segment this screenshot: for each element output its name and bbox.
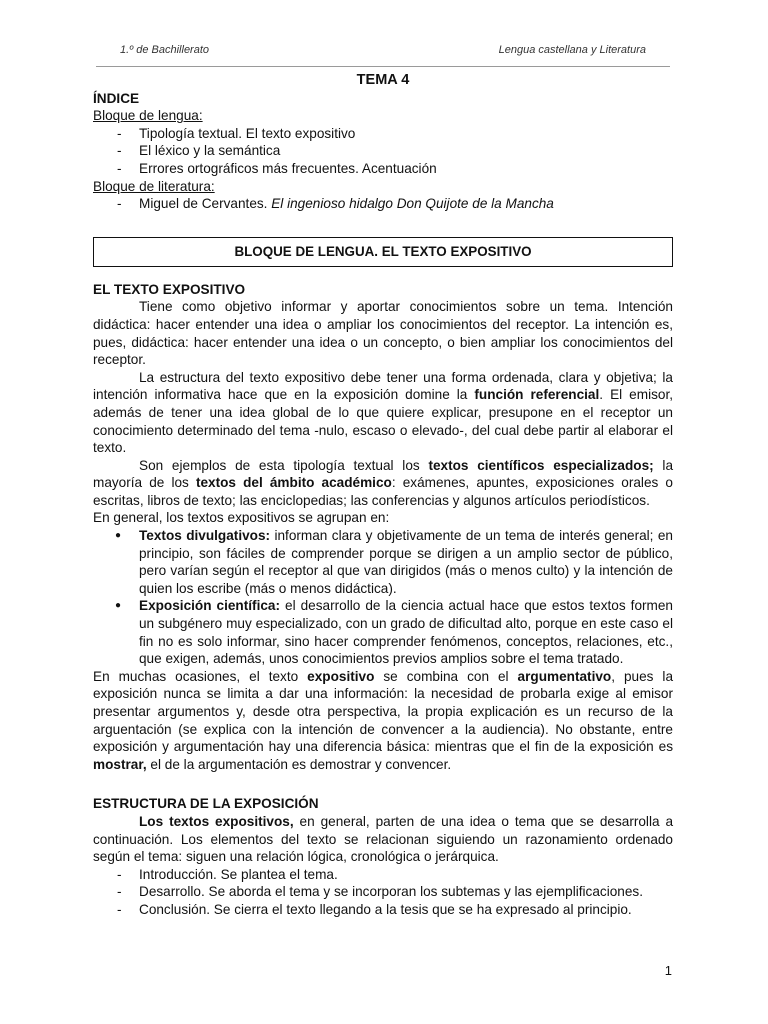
lit-work: El ingenioso hidalgo Don Quijote de la Mancha xyxy=(271,196,554,212)
page-header xyxy=(120,42,646,60)
paragraph: La estructura del texto expositivo debe tener una forma ordenada, clara y objetiva; la intención informativa hace que en la exposición domine la función referencial. El emisor, además de tener una idea global de lo que quiere explicar, presupone en el receptor un conocimiento determinado del tema -nulo, escaso o elevado-, del cual debe partir al elaborar el texto. xyxy=(93,369,673,456)
list-item: - Desarrollo. Se aborda el tema y se incorporan los subtemas y las ejemplificaciones. xyxy=(93,883,673,901)
paragraph: Los textos expositivos, en general, parten de una idea o tema que se desarrolla a continuación. Los elementos del texto se relacionan siguiendo un razonamiento ordenado según el tema: siguen una relación lógica, cronológica o jerárquica. xyxy=(93,813,674,865)
list-item: - Conclusión. Se cierra el texto llegando a la tesis que se ha expresado al principio. xyxy=(93,901,673,919)
paragraph: Tiene como objetivo informar y aportar conocimientos sobre un tema. Intención didáctica: hacer entender una idea o ampliar los conocimientos del receptor. La intención es, pues, didáctica: hacer entender una idea o un concepto, o bien ampliar los conocimientos del receptor. xyxy=(93,299,673,368)
list-item: - Introducción. Se plantea el tema. xyxy=(93,866,673,884)
index-lang-block: Bloque de lengua: xyxy=(93,108,203,124)
paragraph: En muchas ocasiones, el texto expositivo se combina con el argumentativo, pues la exposición nunca se limita a dar una información: la necesidad de probarla exige al emisor presentar argumentos y, desde otra perspectiva, la propia explicación es un recurso de la arguentación (se explica con la intención de convencer a la audiencia). No obstante, entre exposición y argumentación hay una diferencia básica: mientras que el fin de la exposición es mostrar, el de la argumentación es demostrar y convencer. xyxy=(93,668,674,772)
header-divider xyxy=(96,66,670,67)
list-item: ● Exposición científica: el desarrollo de la ciencia actual hace que estos textos formen un subgénero muy especializado, con un grado de dificultad alto, porque en este caso el fin no es solo informar, sino hacer comprender fenómenos, conceptos, relaciones, etc., que exigen, además, unos conocimientos previos amplios sobre el tema tratado. xyxy=(93,597,673,667)
page-number: 1 xyxy=(664,963,672,978)
paragraph: En general, los textos expositivos se agrupan en: xyxy=(93,510,390,526)
lit-author: Miguel de Cervantes. xyxy=(139,196,272,212)
list-item: - Tipología textual. El texto expositivo xyxy=(93,125,673,143)
bullet-list xyxy=(93,527,673,668)
paragraph: Son ejemplos de esta tipología textual los textos científicos especializados; la mayoría de los textos del ámbito académico: exámenes, apuntes, exposiciones orales o escritas, libros de texto; las enciclopedias; las conferencias y algunos artículos periodísticos. xyxy=(93,457,674,508)
index-lang-list xyxy=(93,125,673,178)
header-course: 1.º de Bachillerato xyxy=(120,44,210,56)
index-lit-list xyxy=(93,195,673,213)
structure-list xyxy=(93,866,673,919)
block-title-box xyxy=(93,237,673,267)
index-lit-block: Bloque de literatura: xyxy=(93,178,215,194)
list-item xyxy=(93,195,673,213)
section-heading-estructura: ESTRUCTURA DE LA EXPOSICIÓN xyxy=(93,796,319,812)
section-heading-expositivo: EL TEXTO EXPOSITIVO xyxy=(93,281,246,297)
list-item: ● Textos divulgativos: informan clara y objetivamente de un tema de interés general; en principio, son fáciles de comprender porque se dirigen a un amplio sector de público, pero varían según el receptor al que van dirigidos (más o menos culto) y la intención de quien los escribe (más o menos didáctica). xyxy=(93,527,673,597)
index-heading: ÍNDICE xyxy=(93,90,140,106)
list-item: - Errores ortográficos más frecuentes. Acentuación xyxy=(93,160,673,178)
page-content xyxy=(93,72,673,919)
block-title: BLOQUE DE LENGUA. EL TEXTO EXPOSITIVO xyxy=(234,243,532,259)
list-item: - El léxico y la semántica xyxy=(93,142,673,160)
page-title: TEMA 4 xyxy=(356,72,410,88)
header-subject: Lengua castellana y Literatura xyxy=(498,44,646,56)
